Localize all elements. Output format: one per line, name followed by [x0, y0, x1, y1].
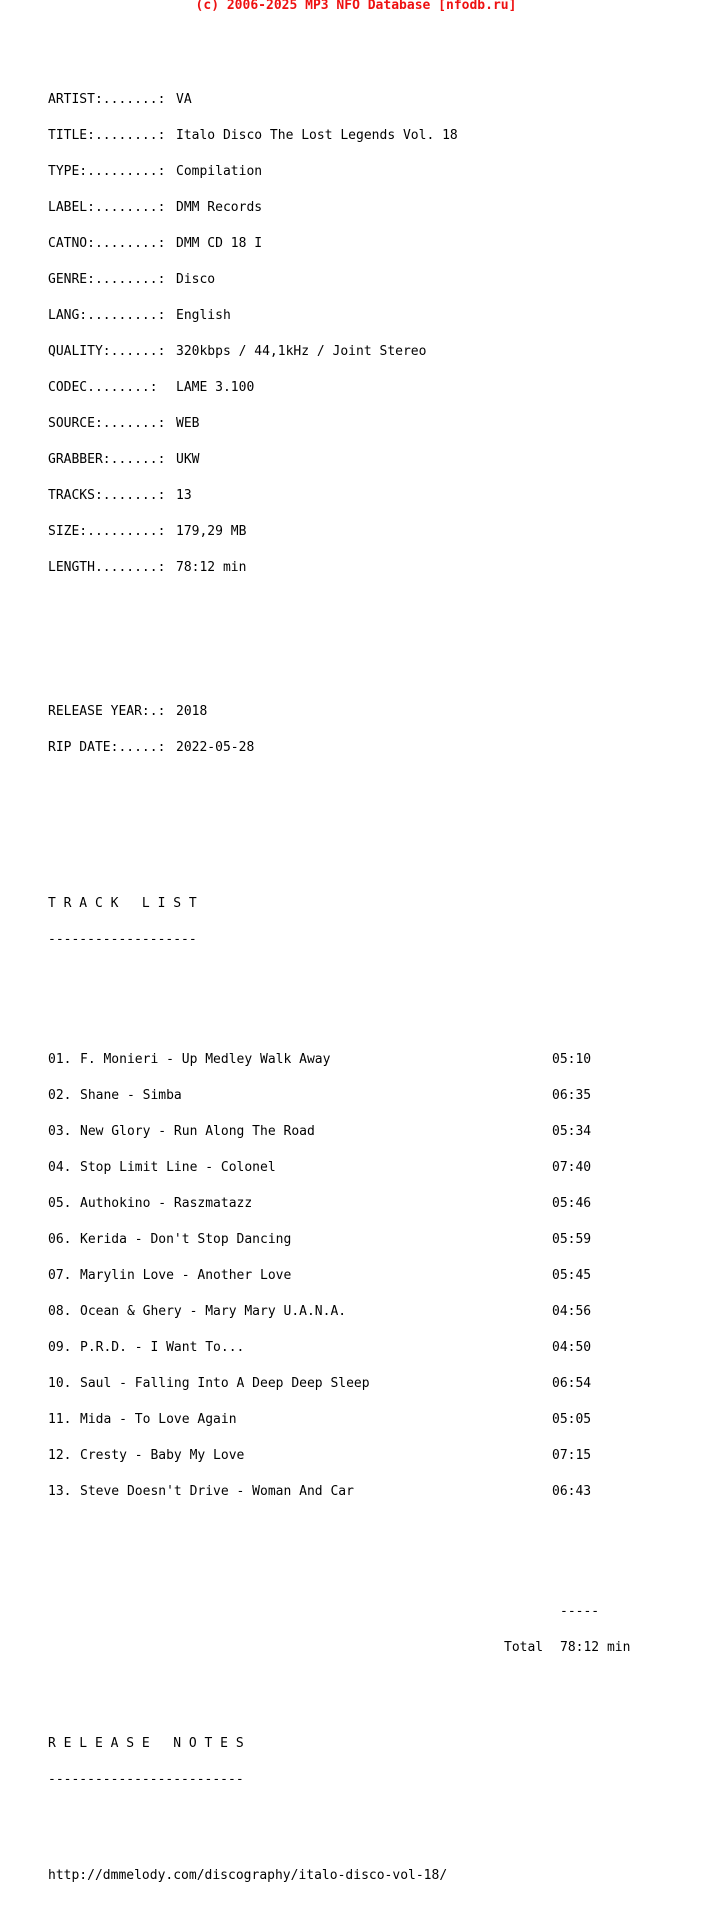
total-label: Total [504, 1640, 544, 1655]
spacer [48, 814, 630, 826]
tracklist-heading: T R A C K L I S T [48, 896, 197, 911]
notes-heading: R E L E A S E N O T E S [48, 1736, 244, 1751]
info-type: TYPE:.........: Compilation [48, 164, 263, 179]
info-title: TITLE:........: Italo Disco The Lost Legends Vol. 18 [48, 128, 458, 143]
track-row: 05. Authokino - Raszmatazz 05:46 [48, 1196, 592, 1211]
nfo-document [48, 34, 630, 1906]
total-line [48, 1642, 630, 1654]
info-size: SIZE:.........: 179,29 MB [48, 524, 247, 539]
tracklist-underline: ------------------- [48, 932, 197, 947]
total-value: 78:12 min [560, 1640, 631, 1655]
track-row: 12. Cresty - Baby My Love 07:15 [48, 1448, 592, 1463]
track-row: 09. P.R.D. - I Want To... 04:50 [48, 1340, 592, 1355]
track-row: 11. Mida - To Love Again 05:05 [48, 1412, 592, 1427]
info-catno: CATNO:........: DMM CD 18 I [48, 236, 263, 251]
spacer [48, 982, 630, 994]
info-artist: ARTIST:.......: VA [48, 92, 192, 107]
track-row: 13. Steve Doesn't Drive - Woman And Car 06:43 [48, 1484, 592, 1499]
total-separator: ----- [560, 1604, 600, 1619]
track-row: 06. Kerida - Don't Stop Dancing 05:59 [48, 1232, 592, 1247]
info-label: LABEL:........: DMM Records [48, 200, 263, 215]
spacer [48, 1822, 630, 1834]
release-block [48, 682, 630, 778]
rip-date: RIP DATE:.....: 2022-05-28 [48, 740, 255, 755]
spacer [48, 850, 630, 862]
release-notes-url[interactable]: http://dmmelody.com/discography/italo-disco-vol-18/ [48, 1868, 448, 1883]
info-length: LENGTH........: 78:12 min [48, 560, 247, 575]
site-banner: (c) 2006-2025 MP3 NFO Database [nfodb.ru] [195, 0, 517, 13]
info-block [48, 70, 630, 598]
track-row: 08. Ocean & Ghery - Mary Mary U.A.N.A. 04:56 [48, 1304, 592, 1319]
track-row: 10. Saul - Falling Into A Deep Deep Sleep 06:54 [48, 1376, 592, 1391]
spacer [48, 1690, 630, 1702]
info-grabber: GRABBER:......: UKW [48, 452, 200, 467]
notes-underline: ------------------------- [48, 1772, 244, 1787]
track-row: 01. F. Monieri - Up Medley Walk Away 05:10 [48, 1052, 592, 1067]
spacer [48, 1558, 630, 1570]
track-row: 02. Shane - Simba 06:35 [48, 1088, 592, 1103]
track-row: 07. Marylin Love - Another Love 05:45 [48, 1268, 592, 1283]
spacer [48, 634, 630, 646]
info-lang: LANG:.........: English [48, 308, 231, 323]
track-row: 03. New Glory - Run Along The Road 05:34 [48, 1124, 592, 1139]
release-year: RELEASE YEAR:.: 2018 [48, 704, 208, 719]
info-quality: QUALITY:......: 320kbps / 44,1kHz / Joint Stereo [48, 344, 427, 359]
info-tracks: TRACKS:.......: 13 [48, 488, 192, 503]
track-row: 04. Stop Limit Line - Colonel 07:40 [48, 1160, 592, 1175]
info-genre: GENRE:........: Disco [48, 272, 216, 287]
track-list [48, 1030, 630, 1522]
info-codec: CODEC........: LAME 3.100 [48, 380, 255, 395]
info-source: SOURCE:.......: WEB [48, 416, 200, 431]
